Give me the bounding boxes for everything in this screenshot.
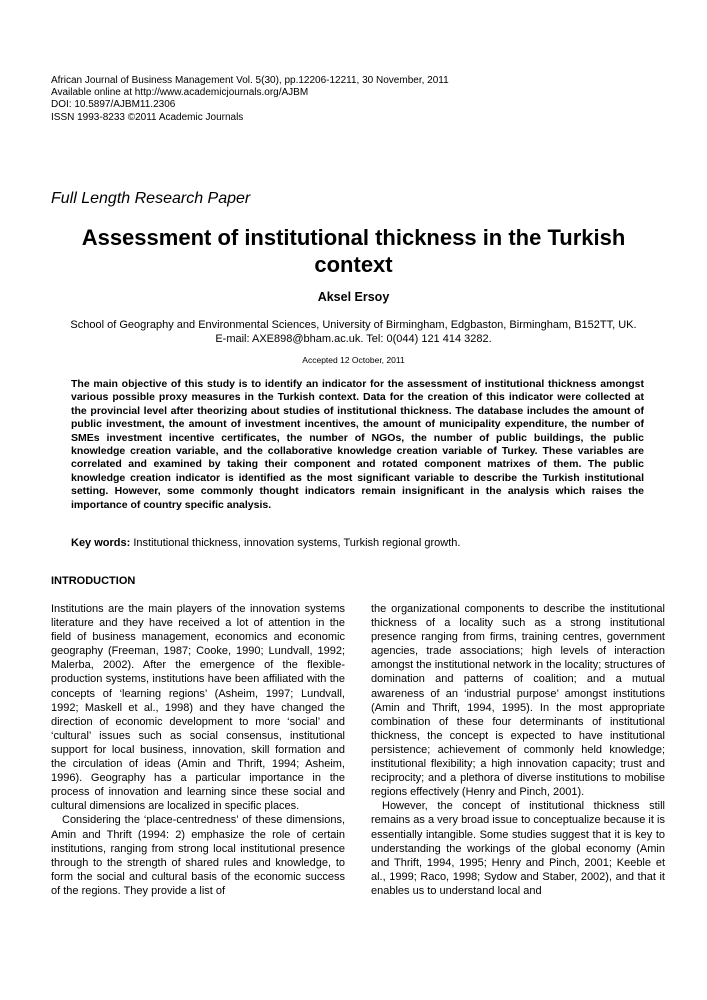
journal-availability: Available online at http://www.academicjournals.org/AJBM — [51, 87, 309, 99]
accepted-date: Accepted 12 October, 2011 — [302, 355, 405, 365]
journal-doi: DOI: 10.5897/AJBM11.2306 — [51, 99, 176, 111]
paragraph: Institutions are the main players of the innovation systems literature and they have received a lot of attention in the field of business management, economics and economic geography (Freeman, 1987; Cooke, 1990; Lundvall, 1992; Malerba, 2002). After the emergence of the flexible-production systems, institutions have been affiliated with the concepts of ‘learning regions’ (Asheim, 1997; Lundvall, 1992; Maskell et al., 1998) and they have changed the direction of economic development to more ‘social’ and ‘cultural’ issues such as social consensus, institutional support for local business, innovation, skill formation and the circulation of ideas (Amin and Thrift, 1994; Asheim, 1996). Geography has a particular importance in the process of innovation and learning since these social and cultural dimensions are localized in specific places. — [51, 603, 345, 813]
paragraph: Considering the ‘place-centredness’ of these dimensions, Amin and Thrift (1994: 2) emphasize the role of certain institutions, ranging from strong local institutional presence through to the strength of shared rules and knowledge, to form the social and cultural basis of the economic success of the regions. They provide a list of — [51, 814, 345, 897]
right-column — [371, 602, 665, 898]
keywords-label: Key words: — [71, 537, 131, 549]
affiliation-contact: E-mail: AXE898@bham.ac.uk. Tel: 0(044) 121 414 3282. — [215, 333, 492, 345]
abstract: The main objective of this study is to identify an indicator for the assessment of institutional thickness amongst various possible proxy measures in the Turkish context. Data for the creation of this indicator were collected at the provincial level after theorizing about studies of institutional thickness. The database includes the amount of public investment, the amount of investment incentives, the amount of municipality expenditure, the number of SMEs investment incentive certificates, the number of NGOs, the number of public buildings, the public knowledge creation variable, and the collaborative knowledge creation variable of Turkey. These variables are correlated and examined by taking their component and rotated component matrixes of them. The public knowledge creation indicator is identified as the most significant variable to describe the Turkish institutional setting. However, some commonly thought indicators remain insignificant in the analysis which raises the importance of country specific analysis. — [71, 378, 644, 511]
journal-issn: ISSN 1993-8233 ©2011 Academic Journals — [51, 111, 244, 123]
left-column — [51, 602, 345, 898]
journal-citation: African Journal of Business Management Vol. 5(30), pp.12206-12211, 30 November, 2011 — [51, 75, 449, 86]
paper-type: Full Length Research Paper — [51, 190, 251, 207]
journal-header — [51, 75, 449, 124]
affiliation — [40, 318, 667, 346]
title-line-1: Assessment of institutional thickness in the Turkish — [81, 225, 626, 250]
paper-title — [40, 224, 667, 278]
paragraph: the organizational components to describe the institutional thickness of a locality such as a strong institutional presence ranging from firms, training centres, government agencies, trade associations; high levels of interaction amongst the institutional network in the locality; structures of domination and patterns of coalition; and a mutual awareness of an ‘industrial purpose’ amongst institutions (Amin and Thrift, 1994, 1995). In the most appropriate combination of these four determinants of institutional thickness, the concept is expected to have institutional persistence; achievement of commonly held knowledge; institutional flexibility; a high innovation capacity; trust and reciprocity; and a plethora of diverse institutions to mobilise regions effectively (Henry and Pinch, 2001). — [371, 603, 665, 799]
keywords-text: Institutional thickness, innovation systems, Turkish regional growth. — [130, 537, 461, 549]
affiliation-address: School of Geography and Environmental Sciences, University of Birmingham, Edgbaston, Birmingham, B152TT, UK. — [70, 319, 637, 331]
section-heading-introduction: INTRODUCTION — [51, 575, 136, 587]
title-line-2: context — [314, 252, 393, 277]
author-name: Aksel Ersoy — [317, 290, 390, 304]
paragraph: However, the concept of institutional thickness still remains as a very broad issue to conceptualize because it is essentially intangible. Some studies suggest that it is key to understanding the workings of the global economy (Amin and Thrift, 1994, 1995; Henry and Pinch, 2001; Keeble et al., 1999; Raco, 1998; Sydow and Staber, 2002), and that it enables us to understand local and — [371, 800, 665, 897]
keywords — [71, 537, 644, 549]
